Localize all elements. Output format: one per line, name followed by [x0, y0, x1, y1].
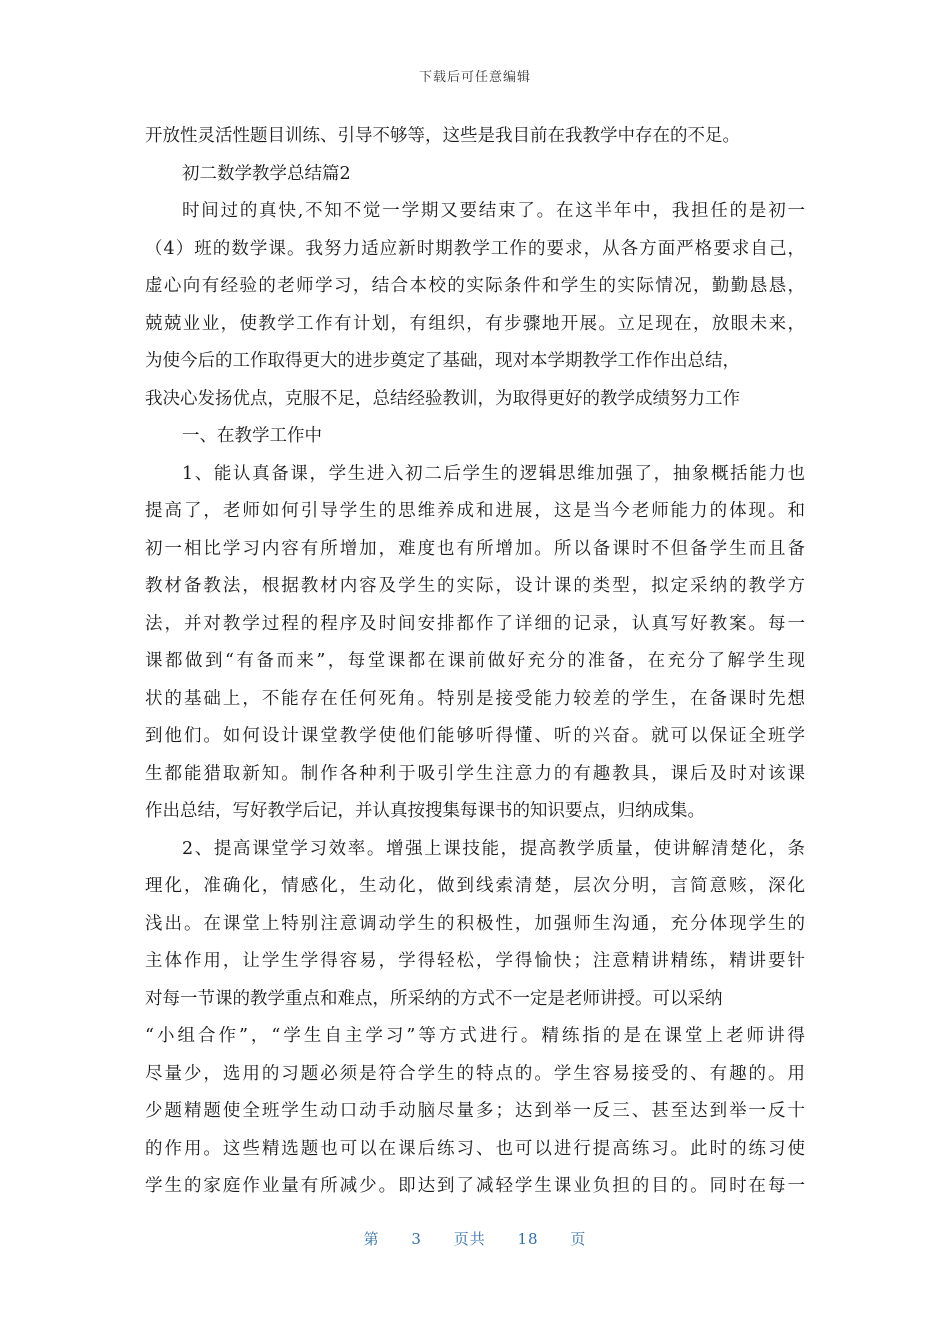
- total-pages-number: 18: [517, 1230, 539, 1248]
- text-line: 尽量少，选用的习题必须是符合学生的特点的。学生容易接受的、有趣的。用: [145, 1063, 805, 1084]
- section-heading: 一、在教学工作中: [182, 426, 322, 446]
- text-line: 理化，准确化，情感化，生动化，做到线索清楚，层次分明，言简意赅，深化: [145, 876, 805, 896]
- text-line: 虚心向有经验的老师学习，结合本校的实际条件和学生的实际情况，勤勤恳恳，: [145, 276, 805, 296]
- footer-label-of: 页共: [453, 1230, 486, 1248]
- text-line: 提高了，老师如何引导学生的思维养成和进展，这是当今老师能力的体现。和: [145, 501, 805, 521]
- footer-label-page: 第: [363, 1230, 380, 1248]
- document-body: [145, 118, 805, 1206]
- text-line: “小组合作”，“学生自主学习”等方式进行。精练指的是在课堂上老师讲得: [145, 1026, 805, 1046]
- text-line: （4）班的数学课。我努力适应新时期教学工作的要求，从各方面严格要求自己，: [145, 238, 805, 259]
- text-line: 教材备教法，根据教材内容及学生的实际，设计课的类型，拟定采纳的教学方: [145, 576, 805, 596]
- text-line: 生都能猎取新知。制作各种利于吸引学生注意力的有趣教具，课后及时对该课: [145, 763, 805, 784]
- text-line: 2、提高课堂学习效率。增强上课技能，提高教学质量，使讲解清楚化，条: [182, 838, 805, 859]
- text-line: 开放性灵活性题目训练、引导不够等，这些是我目前在我教学中存在的不足。: [145, 126, 740, 146]
- text-line: 初一相比学习内容有所增加，难度也有所增加。所以备课时不但备学生而且备: [145, 538, 805, 559]
- text-line: 我决心发扬优点，克服不足，总结经验教训，为取得更好的教学成绩努力工作: [145, 388, 740, 409]
- text-line: 对每一节课的教学重点和难点，所采纳的方式不一定是老师讲授。可以采纳: [145, 988, 723, 1009]
- page-footer: [0, 1228, 950, 1249]
- footer-label-end: 页: [570, 1230, 587, 1248]
- text-line: 兢兢业业，使教学工作有计划，有组织，有步骤地开展。立足现在，放眼未来，: [145, 313, 805, 334]
- text-line: 1、能认真备课，学生进入初二后学生的逻辑思维加强了，抽象概括能力也: [182, 463, 805, 484]
- current-page-number: 3: [411, 1230, 422, 1248]
- text-line: 课都做到“有备而来”，每堂课都在课前做好充分的准备，在充分了解学生现: [145, 651, 805, 671]
- text-line: 主体作用，让学生学得容易，学得轻松，学得愉快；注意精讲精练，精讲要针: [145, 951, 805, 971]
- page-header: 下载后可任意编辑: [418, 70, 531, 85]
- section-title: 初二数学教学总结篇2: [182, 163, 351, 184]
- text-line: 少题精题使全班学生动口动手动脑尽量多；达到举一反三、甚至达到举一反十: [145, 1101, 805, 1121]
- text-line: 学生的家庭作业量有所减少。即达到了减轻学生课业负担的目的。同时在每一: [145, 1176, 805, 1196]
- text-line: 为使今后的工作取得更大的进步奠定了基础，现对本学期教学工作作出总结，: [145, 351, 740, 371]
- text-line: 作出总结，写好教学后记，并认真按搜集每课书的知识要点，归纳成集。: [145, 801, 705, 821]
- text-line: 到他们。如何设计课堂教学使他们能够听得懂、听的兴奋。就可以保证全班学: [145, 726, 805, 746]
- text-line: 浅出。在课堂上特别注意调动学生的积极性，加强师生沟通，充分体现学生的: [145, 913, 805, 934]
- text-line: 时间过的真快,不知不觉一学期又要结束了。在这半年中，我担任的是初一: [182, 201, 805, 221]
- text-line: 法，并对教学过程的程序及时间安排都作了详细的记录，认真写好教案。每一: [145, 613, 805, 634]
- text-line: 状的基础上，不能存在任何死角。特别是接受能力较差的学生，在备课时先想: [145, 688, 805, 709]
- text-line: 的作用。这些精选题也可以在课后练习、也可以进行提高练习。此时的练习使: [145, 1138, 805, 1159]
